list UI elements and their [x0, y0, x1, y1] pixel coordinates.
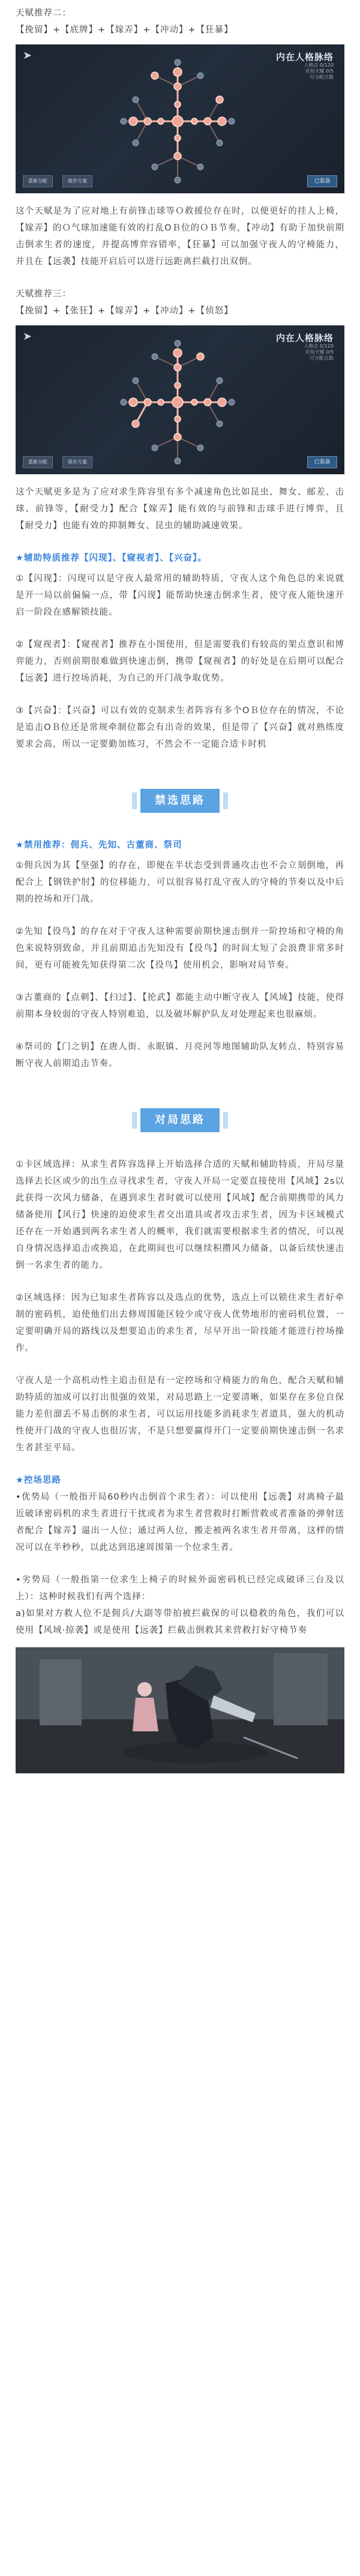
reset-points-button[interactable]: 重新分配 — [23, 175, 53, 187]
aux-flash: ①【闪现】：闪现可以是守夜人最常用的辅助特质，守夜人这个角色总的来说就是开一局以前偏偏一点，带【闪现】能帮助快速击倒求生者，使守夜人能快速开启一阶段在感解锁技能。 — [16, 574, 344, 617]
equip-button[interactable]: 已装备 — [307, 456, 337, 468]
rec2-combo: 【挽留】+【底牌】+【嫁弄】+【冲动】+【狂暴】 — [16, 25, 233, 35]
rec3-description: 这个天赋更多是为了应对求生阵容里有多个减速角色比如昆虫、舞女、邮差、击球、前锋等，【耐受力】配合【嫁弄】能有效的与前锋和击球手进行博弈，且【耐受力】也能有效的抑制舞女、昆虫的辅助减速效果。 — [16, 487, 344, 531]
ban-heading: ★禁用推荐：佣兵、先知、古董商、祭司 — [16, 840, 182, 850]
ban-mercenary: ①佣兵因为其【坚强】的存在，即便在半状态受到普通攻击也不会立刻倒地，再配合上【钢铁护肘】的位移能力，可以很容易打乱守夜人的守椅的节奏以及中后期的控场和开门战。 — [16, 861, 344, 904]
game-screen-title: 内在人格脉络 — [275, 52, 334, 62]
rec3-combo: 【挽留】+【张狂】+【嫁弄】+【冲动】+【侦怒】 — [16, 306, 233, 316]
strategy-zone-select: ①卡区域选择：从求生者阵容选择上开始选择合适的天赋和辅助特质，开局尽量选择去长区或少的出生点寻找求生者，守夜人开局一定要直接使用【风域】2s以此获得一次风力储备，在遇到求生者时就可以使用【风域】配合前期携带的风力储备使用【风行】快速的迫使求生者交出道具或者攻击求生者，因为卡区域模式还存在一开始遇到两名求生者人的概率，我们就需要根据求生者的情况，可以视自身情况选择追击或换追，在此期间也可以继续积攒风力储备，以备后续快速击倒一名求生者的能力。 — [16, 1160, 344, 1270]
save-plan-button[interactable]: 保存方案 — [62, 456, 92, 468]
back-arrow-icon[interactable]: ➤ — [23, 49, 32, 62]
rec2-title: 天赋推荐二： — [16, 8, 71, 18]
reset-points-button[interactable]: 重新分配 — [23, 456, 53, 468]
game-scene-illustration — [16, 1647, 344, 1773]
save-plan-button[interactable]: 保存方案 — [62, 175, 92, 187]
aux-excite: ③【兴奋】：【兴奋】可以有效的克制求生者阵容有多个OＢ位存在的情况，不论是追击OＢ位还是常规牵制位都会有出奇的效果，但是带了【兴奋】就对熟练度要求会高，所以一定要勤加练习，不然会不一定能合适卡时机 — [16, 706, 344, 749]
talent-screenshot-2 — [16, 44, 344, 193]
rec2-description: 这个天赋是为了应对地上有前锋击球等Ｏ救援位存在时，以便更好的挂人上椅，【嫁弄】的Ｏ气球加速能有效的打乱OＢ位的ＯＢ节奏，【冲动】有助于加快前期击倒求生者的速度，并提高博弈容错率，【狂暴】可以加强守夜人的守椅能力，并且在【远袭】技能开启后可以进行远距离拦截打出双倒。 — [16, 207, 344, 267]
ban-priestess: ④祭司的【门之钥】在唐人街、永眠镇、月亮河等地图辅助队友转点、特别容易断守夜人前期追击节奏。 — [16, 1042, 344, 1069]
ban-antique-dealer: ③古董商的【点刺】、【扫过】、【抡武】都能主动中断守夜人【风域】技能，使得前期本身较弱的守夜人特别难追，以及破坏解护队友对处理起来也很麻烦。 — [16, 993, 344, 1019]
aux-peeper: ②【窥视者】：【窥视者】推荐在小图使用，但是需要我们有较高的架点意识和博弈能力，否则前期很难做到快速击倒，携带【窥视者】的好处是在后期可以配合【远袭】进行控场消耗，为自己的开门战争取优势。 — [16, 640, 344, 683]
section-tag-match-strategy: 对局思路 — [140, 1108, 220, 1132]
ban-prophet: ②先知【役鸟】的存在对于守夜人这种需要前期快速击倒并一阶控场和守椅的角色来说特别致命，并且前期追击先知没有【役鸟】的时间太短了会浪费非常多时间，更有可能被先知获得第二次【役鸟】使用机会，影响对局节奏。 — [16, 927, 344, 970]
game-scene-image — [16, 1647, 344, 1773]
equip-button[interactable]: 已装备 — [307, 175, 337, 187]
game-screen-subinfo: 人格点 0/120 对局天赋 0/5 可分配点数 — [304, 62, 334, 80]
control-advantage: •优势局（一般指开局60秒内击倒首个求生者）：可以使用【远袭】对离椅子最近破译密码机的求生者进行干扰或者为求生者营救时打断营救或者准备的弹射送者配合【嫁弄】逼出一人位；通过两人位，搬走被两名求生者并带离，这样的情况可以在半秒秒，以此达到迅速周围第一个位求生者。 — [16, 1492, 344, 1552]
strategy-summary: 守夜人是一个高机动性主追击但是有一定控场和守椅能力的角色，配合天赋和辅助特质的加成可以打出很强的效果，对局思路上一定要清晰，如果存在多位自保能力差但溜丢不易击倒的求生者，可以运用技能多消耗求生者道具，强大的机动性使开门战的守夜人也很厉害，不是只想要赢得开门一定要前期快速击倒一名求生者甚至平局。 — [16, 1376, 344, 1453]
back-arrow-icon[interactable]: ➤ — [23, 330, 32, 343]
game-screen-title: 内在人格脉络 — [275, 333, 334, 343]
control-disadvantage-a: a)如果对方救人位不是佣兵/大副等带拍被拦截保的可以稳救的角色，我们可以使用【风域·掠袭】或是使用【远袭】拦截击倒救其来营救打好守椅节奏 — [16, 1609, 344, 1635]
control-disadvantage-intro: •劣势局（一般指第一位求生上椅子的时候外面密码机已经完成破译三台及以上）：这种时候我们有两个选择： — [16, 1575, 344, 1602]
talent-tree-graph — [16, 325, 344, 474]
talent-tree-graph — [16, 44, 344, 193]
rec3-title: 天赋推荐三： — [16, 289, 71, 299]
aux-heading: ★辅助特质推荐【闪现】、【窥视者】、【兴奋】。 — [16, 554, 207, 563]
section-tag-ban-pick: 禁选思路 — [140, 789, 220, 813]
strategy-area-select: ②区域选择：因为已知求生者阵容以及选点的优势，选点上可以锁住求生者好牵制的密码机，迫使他们出去修周围能区较少或守夜人优势地形的密码机位置，一定要明确开局的路线以及想要追击的求生者，尽早开出一阶技能才能进行控场操作。 — [16, 1293, 344, 1353]
talent-screenshot-3 — [16, 325, 344, 474]
control-heading: ★控场思路 — [16, 1476, 61, 1485]
game-screen-subinfo: 人格点 0/120 对局天赋 0/5 可分配点数 — [304, 343, 334, 361]
